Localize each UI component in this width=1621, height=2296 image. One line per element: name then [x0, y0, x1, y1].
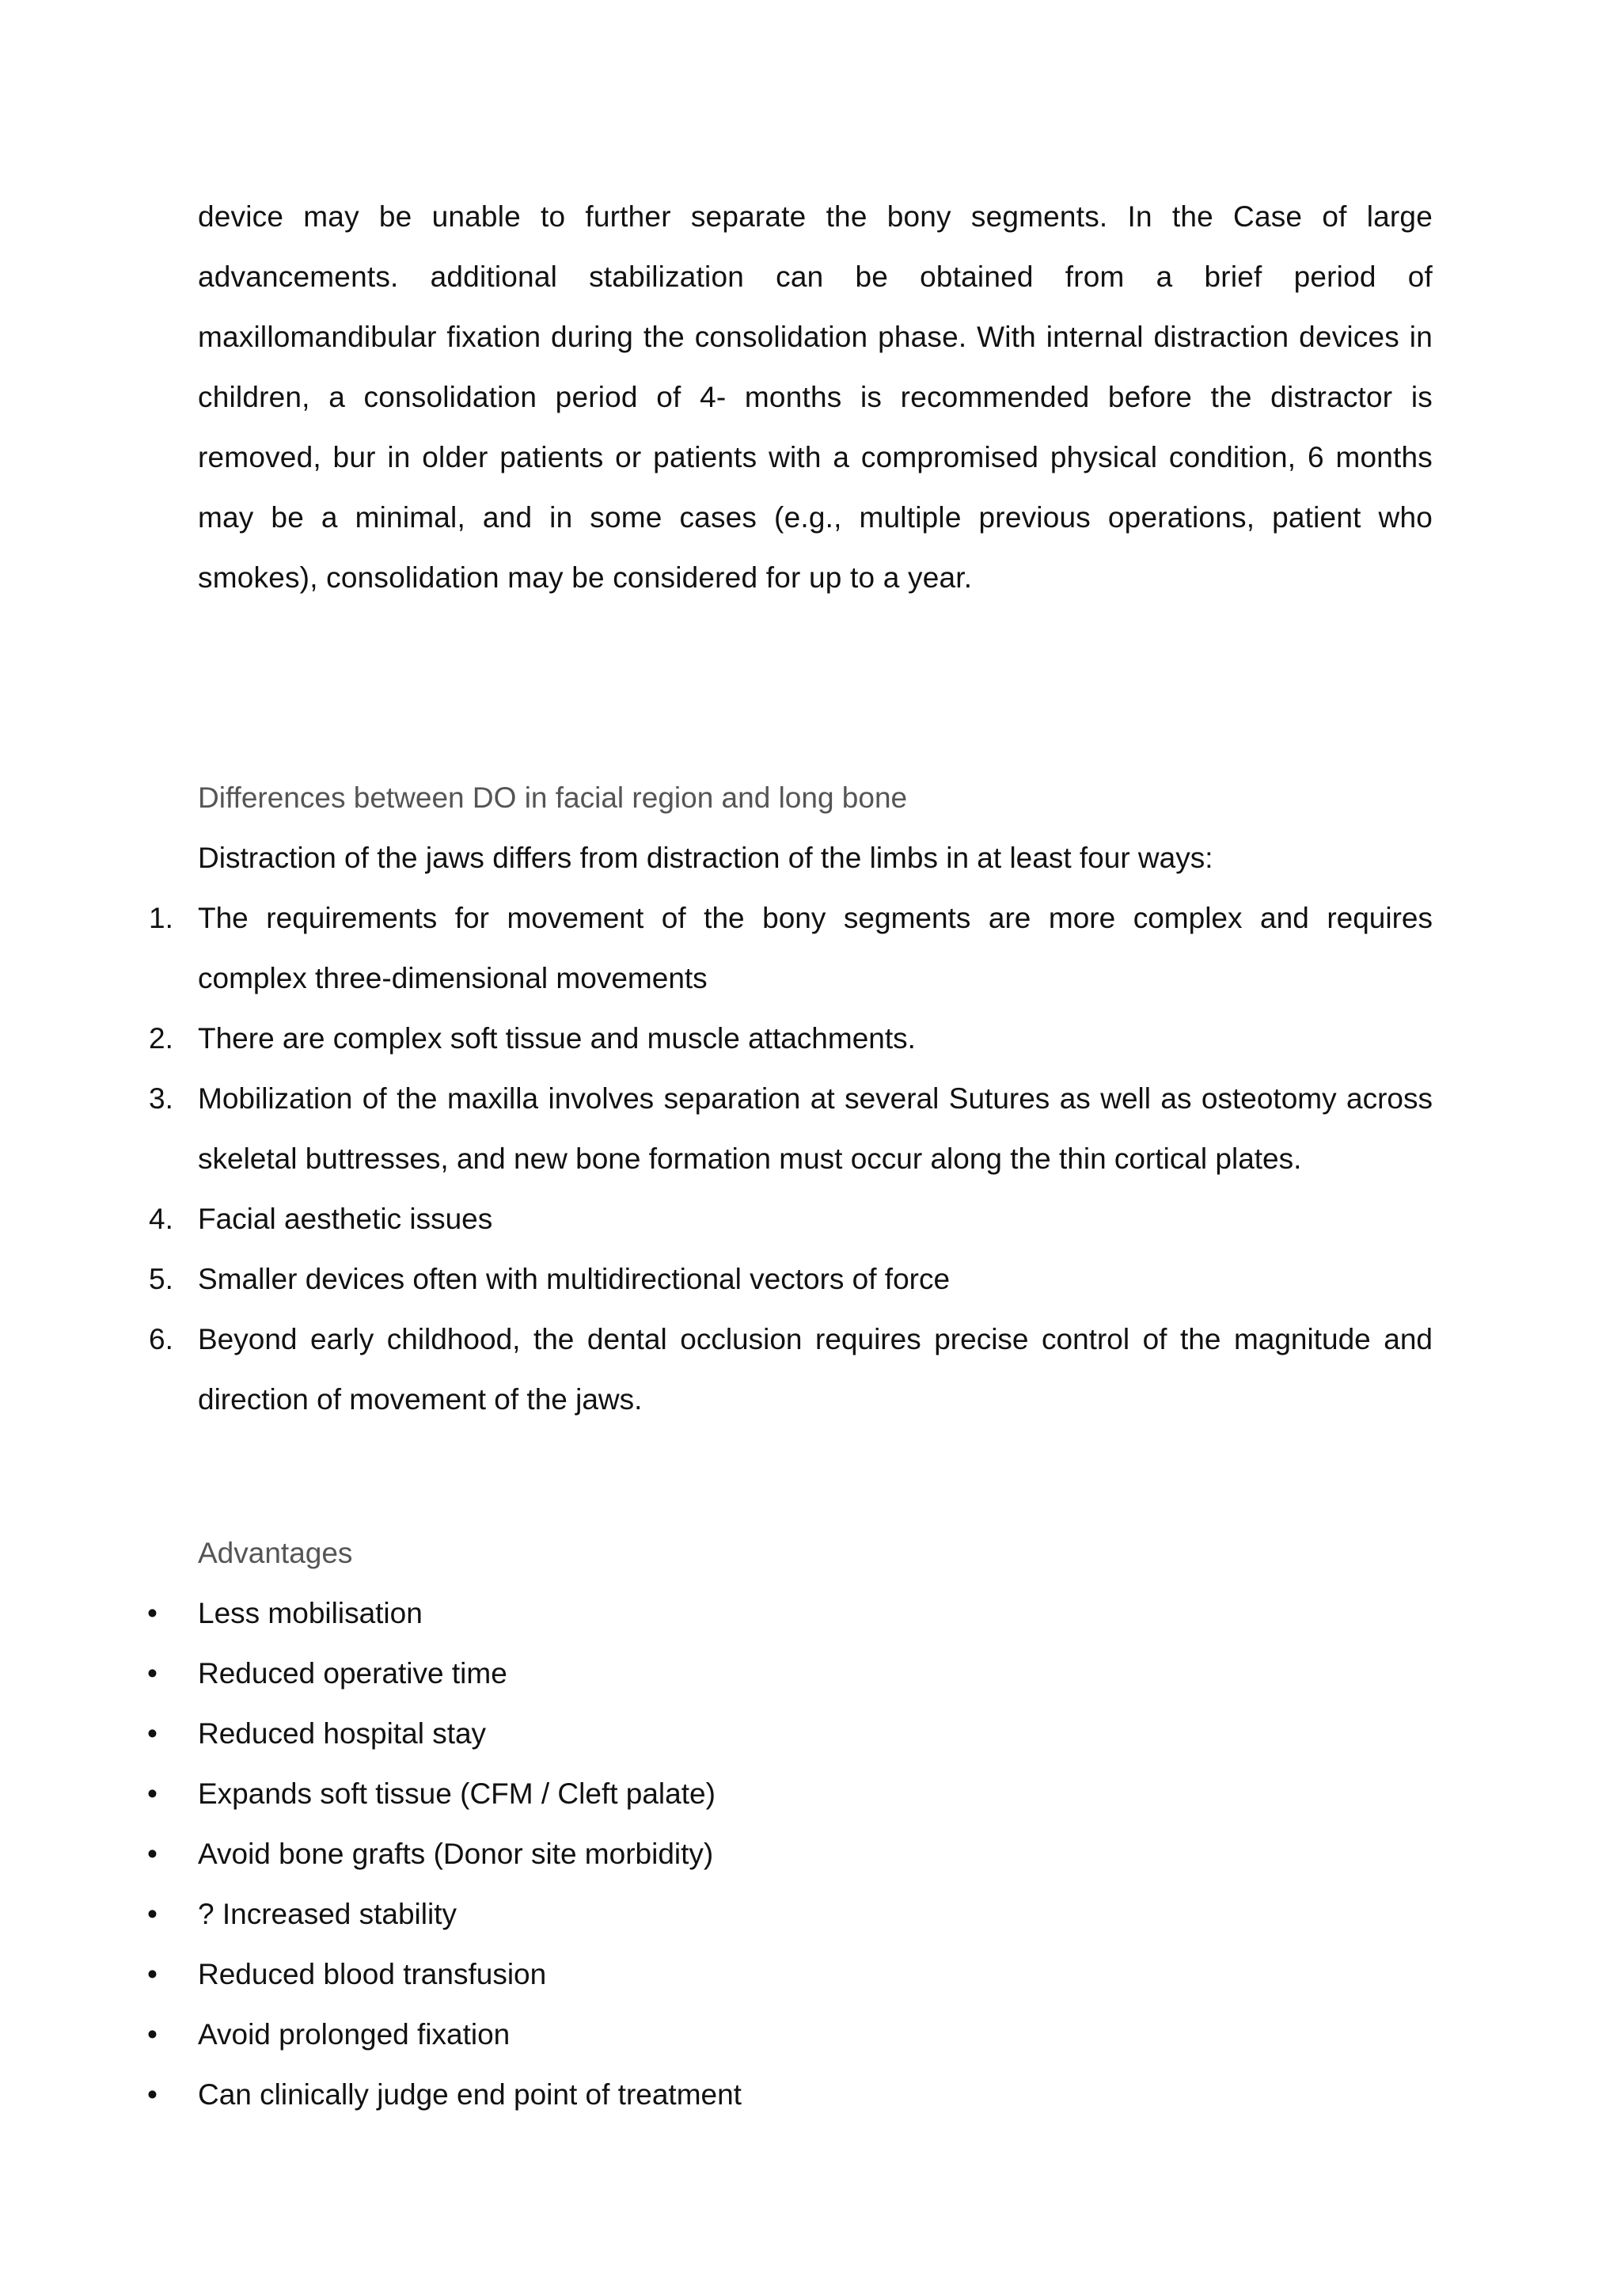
list-item — [0, 1944, 1433, 2005]
list-number: 1. — [149, 902, 173, 934]
list-item — [0, 1249, 1433, 1310]
list-number: 2. — [149, 1022, 173, 1055]
bullet-icon: • — [147, 1838, 158, 1870]
list-item — [0, 1644, 1433, 1704]
list-item — [0, 2065, 1433, 2125]
differences-heading: Differences between DO in facial region and long bone — [198, 781, 908, 814]
list-item-text: Avoid prolonged fixation — [198, 2018, 511, 2051]
bullet-icon: • — [147, 1597, 158, 1629]
bullet-icon: • — [147, 1958, 158, 1990]
list-item-text: Reduced blood transfusion — [198, 1958, 547, 1990]
list-number: 6. — [149, 1323, 173, 1355]
list-item — [0, 1884, 1433, 1944]
list-item-text: Mobilization of the maxilla involves separation at several Sutures as well as osteotomy across skeletal buttresses, and new bone formation must occur along the thin cortical plates. — [198, 1082, 1433, 1175]
advantages-heading: Advantages — [198, 1537, 353, 1569]
list-item — [0, 1310, 1433, 1430]
list-item-text: Less mobilisation — [198, 1597, 423, 1629]
differences-list — [0, 888, 1621, 1430]
list-item — [0, 2005, 1433, 2065]
list-item — [0, 1009, 1433, 1069]
list-item-text: Reduced operative time — [198, 1657, 507, 1690]
list-item — [0, 888, 1433, 1009]
list-item-text: Smaller devices often with multidirectional vectors of force — [198, 1263, 951, 1295]
list-item-text: ? Increased stability — [198, 1898, 457, 1930]
list-item-text: The requirements for movement of the bony segments are more complex and requires complex three-dimensional movements — [198, 902, 1433, 994]
list-number: 5. — [149, 1263, 173, 1295]
differences-intro: Distraction of the jaws differs from distraction of the limbs in at least four ways: — [198, 842, 1213, 874]
bullet-icon: • — [147, 2018, 158, 2051]
list-item — [0, 1824, 1433, 1884]
bullet-icon: • — [147, 1898, 158, 1930]
list-item — [0, 1069, 1433, 1189]
list-number: 3. — [149, 1082, 173, 1115]
advantages-list — [0, 1583, 1621, 2125]
bullet-icon: • — [147, 1717, 158, 1750]
list-item-text: Expands soft tissue (CFM / Cleft palate) — [198, 1777, 716, 1810]
list-item — [0, 1189, 1433, 1249]
list-item-text: Avoid bone grafts (Donor site morbidity) — [198, 1838, 714, 1870]
bullet-icon: • — [147, 2078, 158, 2111]
intro-paragraph: device may be unable to further separate the bony segments. In the Case of large advancements. additional stabilization can be obtained from a brief period of maxillomandibular fixation during the consolidation phase. With internal distraction devices in children, a consolidation period of 4- months is recommended before the distractor is removed, bur in older patients or patients with a compromised physical condition, 6 months may be a minimal, and in some cases (e.g., multiple previous operations, patient who smokes), consolidation may be considered for up to a year. — [198, 200, 1433, 594]
list-item — [0, 1704, 1433, 1764]
bullet-icon: • — [147, 1657, 158, 1690]
list-item-text: Facial aesthetic issues — [198, 1203, 493, 1235]
bullet-icon: • — [147, 1777, 158, 1810]
list-item-text: Beyond early childhood, the dental occlusion requires precise control of the magnitude and direction of movement of the jaws. — [198, 1323, 1433, 1416]
list-item-text: There are complex soft tissue and muscle attachments. — [198, 1022, 916, 1055]
list-item — [0, 1764, 1433, 1824]
list-item-text: Reduced hospital stay — [198, 1717, 487, 1750]
list-item-text: Can clinically judge end point of treatment — [198, 2078, 742, 2111]
list-item — [0, 1583, 1433, 1644]
list-number: 4. — [149, 1203, 173, 1235]
